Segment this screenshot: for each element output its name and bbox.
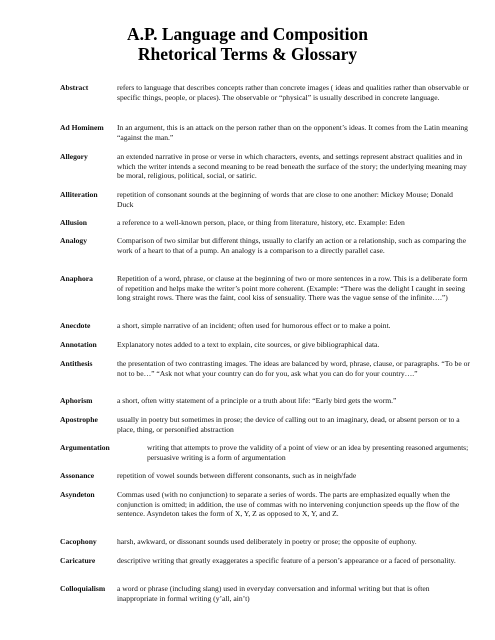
glossary-term: Alliteration — [60, 190, 98, 199]
glossary-term: Asyndeton — [60, 490, 95, 499]
glossary-term: Argumentation — [60, 443, 110, 452]
glossary-term: Aphorism — [60, 396, 93, 405]
glossary-definition: refers to language that describes concepts rather than concrete images ( ideas and qualities rather than observable or specific things, people, or places). The observable or “physical” is usually described in concrete language. — [117, 83, 469, 102]
glossary-definition: a word or phrase (including slang) used in everyday conversation and informal writing but that is often inappropriate in formal writing (y’all, ain’t) — [117, 584, 430, 603]
glossary-definition: an extended narrative in prose or verse in which characters, events, and settings represent abstract qualities and in which the writer intends a second meaning to be read beneath the surface of the story; the underlying meaning may be moral, religious, political, social, or satiric. — [117, 152, 467, 181]
glossary-definition: a short, often witty statement of a principle or a truth about life: “Early bird gets the worm.” — [117, 396, 397, 405]
glossary-definition: Commas used (with no conjunction) to separate a series of words. The parts are emphasized equally when the conjunction is omitted; in addition, the use of commas with no intervening conjunction speeds up the flow of the sentence. Asyndeton takes the form of X, Y, Z as opposed to X, Y, and Z. — [117, 490, 460, 519]
document-title: A.P. Language and Composition — [126, 24, 368, 44]
glossary-term: Cacophony — [60, 537, 97, 546]
glossary-definition: the presentation of two contrasting images. The ideas are balanced by word, phrase, clause, or paragraphs. “To be or not to be…” “Ask not what your country can do for you, ask what you can do for your country….” — [117, 359, 470, 378]
glossary-term: Antithesis — [60, 359, 93, 368]
glossary-definition: Comparison of two similar but different things, usually to clarify an action or a relationship, such as comparing the work of a heart to that of a pump. An analogy is a comparison to a directly parallel case. — [117, 236, 467, 255]
glossary-term: Assonance — [60, 471, 95, 480]
glossary-definition: In an argument, this is an attack on the person rather than on the opponent’s ideas. It comes from the Latin meaning “against the man.” — [117, 123, 468, 142]
glossary-term: Colloquialism — [60, 584, 106, 593]
glossary-term: Caricature — [60, 556, 96, 565]
glossary-definition: writing that attempts to prove the validity of a point of view or an idea by presenting reasoned arguments; persuasive writing is a form of argumentation — [147, 443, 469, 462]
glossary-definition: descriptive writing that greatly exaggerates a specific feature of a person’s appearance or a faced of personality. — [117, 556, 456, 565]
glossary-term: Allegory — [60, 152, 88, 161]
glossary-definition: harsh, awkward, or dissonant sounds used deliberately in poetry or prose; the opposite of euphony. — [117, 537, 417, 546]
glossary-definition: a short, simple narrative of an incident; often used for humorous effect or to make a point. — [117, 321, 391, 330]
glossary-definition: repetition of consonant sounds at the beginning of words that are close to one another: Mickey Mouse; Donald Duck — [117, 190, 453, 209]
glossary-term: Anecdote — [60, 321, 91, 330]
glossary-term: Allusion — [60, 218, 88, 227]
glossary-definition: usually in poetry but sometimes in prose; the device of calling out to an imaginary, dead, or absent person or to a place, thing, or personified abstraction — [117, 415, 460, 434]
glossary-term: Apostrophe — [60, 415, 98, 424]
glossary-definition: repetition of vowel sounds between different consonants, such as in neigh/fade — [117, 471, 357, 480]
glossary-definition: Repetition of a word, phrase, or clause at the beginning of two or more sentences in a row. This is a deliberate form of repetition and helps make the writer’s point more coherent. (Example: “There was the delight I caught in seeing long straight rows. There was the faint, cool kiss of sensuality. There was the vague sense of the infinite….”) — [117, 274, 468, 303]
glossary-term: Annotation — [60, 340, 97, 349]
glossary-definition: Explanatory notes added to a text to explain, cite sources, or give bibliographical data. — [117, 340, 380, 349]
glossary-term: Abstract — [60, 83, 89, 92]
glossary-term: Anaphora — [60, 274, 93, 283]
glossary-definition: a reference to a well-known person, place, or thing from literature, history, etc. Example: Eden — [117, 218, 405, 227]
glossary-term: Ad Hominem — [60, 123, 104, 132]
glossary-term: Analogy — [60, 236, 88, 245]
document-subtitle: Rhetorical Terms & Glossary — [137, 44, 358, 64]
